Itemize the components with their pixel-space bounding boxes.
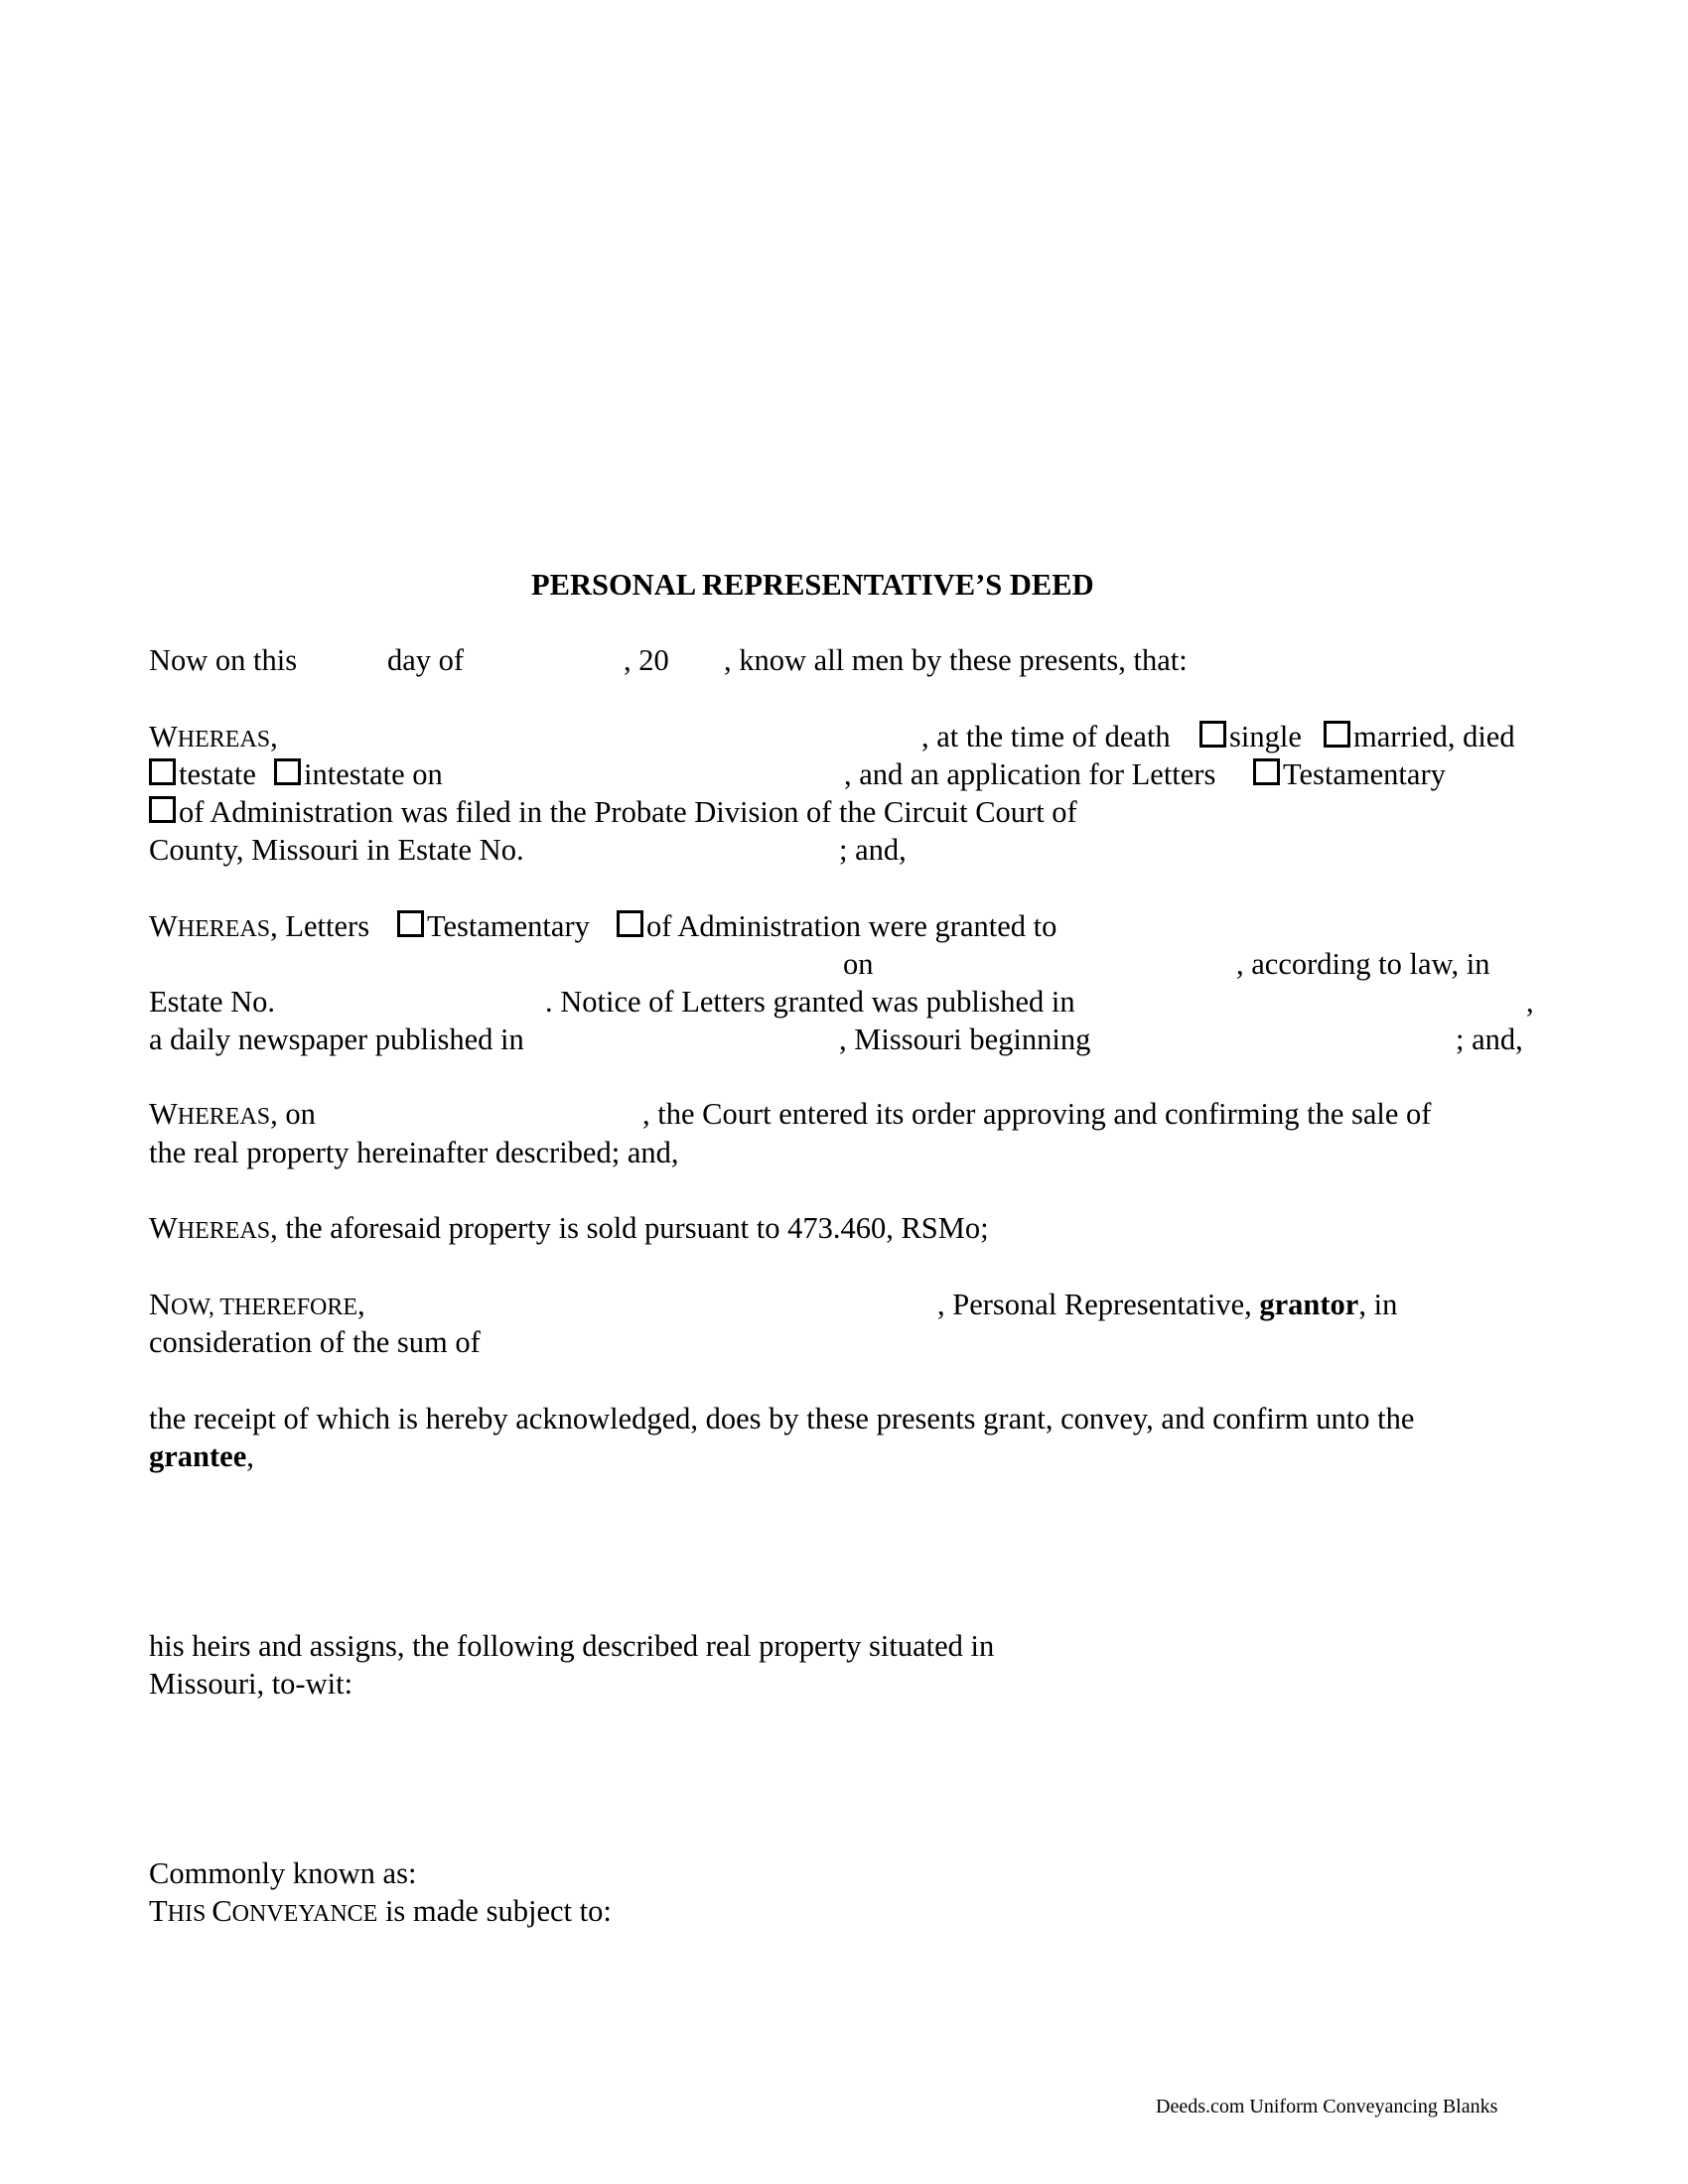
at-time-of-death: , at the time of death [921,720,1171,753]
whereas-1: WHEREAS, [149,720,278,753]
intestate-checkbox[interactable] [274,758,301,785]
para2-trailing-comma: , [1526,985,1534,1019]
county-missouri-estate: County, Missouri in Estate No. [149,833,524,867]
married-died-label: married, died [1353,720,1515,753]
testamentary-label-1: Testamentary [1283,757,1446,791]
consideration-sum: consideration of the sum of [149,1325,481,1359]
heirs-and-assigns: his heirs and assigns, the following described real property situated in [149,1629,995,1663]
whereas-4: WHEREAS, the aforesaid property is sold pursuant to 473.460, RSMo; [149,1211,989,1245]
of-administration-granted: of Administration were granted to [646,909,1057,943]
intestate-on-label: intestate on [304,757,443,791]
notice-of-letters: . Notice of Letters granted was published in [545,985,1075,1019]
grantee-line: grantee, [149,1439,254,1473]
application-for-letters: , and an application for Letters [844,757,1216,791]
daily-newspaper: a daily newspaper published in [149,1023,524,1056]
administration-checkbox-1[interactable] [149,796,176,823]
testamentary-label-2: Testamentary [427,909,590,943]
whereas-2: WHEREAS, Letters [149,909,370,943]
para2-semicolon-and: ; and, [1456,1023,1523,1056]
testate-label: testate [179,757,256,791]
missouri-beginning: , Missouri beginning [839,1023,1091,1056]
para1-semicolon-and: ; and, [839,833,907,867]
intro-year-prefix: , 20 [624,643,669,677]
intro-day-of: day of [387,643,465,677]
real-property-described: the real property hereinafter described; and, [149,1136,679,1169]
testate-checkbox[interactable] [149,758,176,785]
personal-representative-grantor: , Personal Representative, grantor, in [937,1288,1398,1321]
testamentary-checkbox-2[interactable] [397,910,424,937]
grantee-term: grantee [149,1439,247,1473]
single-checkbox[interactable] [1199,721,1226,748]
married-checkbox[interactable] [1324,721,1350,748]
intro-now-on-this: Now on this [149,643,298,677]
of-administration-filed: of Administration was filed in the Probate Division of the Circuit Court of [179,795,1077,829]
this-conveyance: THIS CONVEYANCE is made subject to: [149,1894,612,1928]
page-title: PERSONAL REPRESENTATIVE’S DEED [531,568,1094,602]
receipt-acknowledged: the receipt of which is hereby acknowledged, does by these presents grant, convey, and confirm unto the [149,1402,1415,1435]
intro-know-all-men: , know all men by these presents, that: [724,643,1188,677]
according-to-law: , according to law, in [1236,947,1490,981]
para2-on: on [843,947,874,981]
footer-credit: Deeds.com Uniform Conveyancing Blanks [1156,2096,1498,2117]
whereas-3: WHEREAS, on [149,1097,316,1131]
missouri-to-wit: Missouri, to-wit: [149,1667,353,1701]
court-entered: , the Court entered its order approving and confirming the sale of [642,1097,1432,1131]
now-therefore: NOW, THEREFORE, [149,1288,365,1321]
estate-no: Estate No. [149,985,276,1019]
testamentary-checkbox-1[interactable] [1253,758,1280,785]
commonly-known-as: Commonly known as: [149,1856,417,1890]
single-label: single [1229,720,1302,753]
administration-checkbox-2[interactable] [617,910,643,937]
grantor-term: grantor [1259,1288,1359,1321]
